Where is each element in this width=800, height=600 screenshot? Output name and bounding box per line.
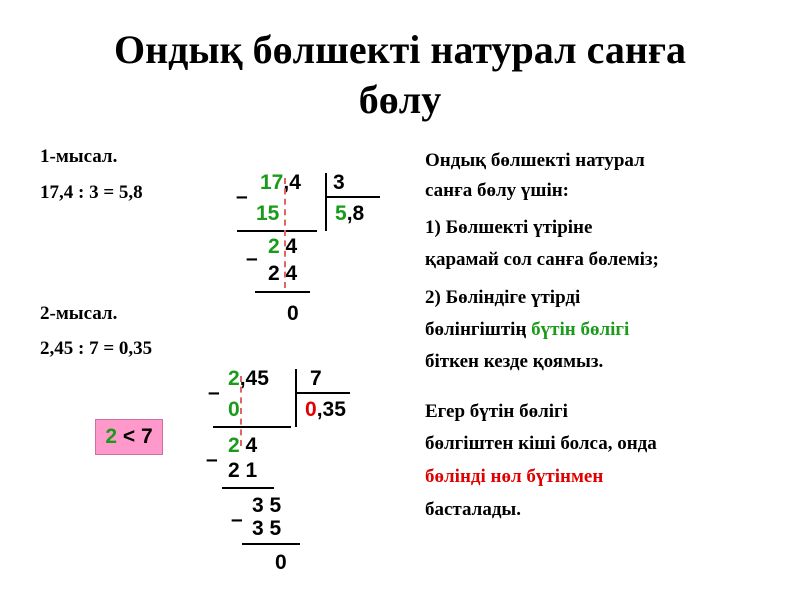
decimal-guide-dashed-line bbox=[240, 376, 242, 446]
page-title: Ондық бөлшекті натурал санға bbox=[113, 27, 687, 72]
quotient bbox=[305, 398, 346, 422]
subtrahend: 2 1 bbox=[228, 459, 258, 482]
remainder-brought-down: 4 bbox=[239, 434, 258, 457]
rule-intro-line1: Ондық бөлшекті натурал bbox=[425, 150, 645, 171]
comparison-right: 7 bbox=[140, 425, 153, 448]
note-line4: басталады. bbox=[425, 499, 522, 520]
dividend-integer: 2 bbox=[228, 367, 240, 390]
final-remainder: 0 bbox=[275, 551, 287, 574]
rule-intro-line2: санға бөлу үшін: bbox=[425, 180, 569, 201]
divisor-underline bbox=[295, 392, 350, 394]
subtrahend: 2 4 bbox=[268, 262, 298, 285]
rule-step1-line1: 1) Бөлшекті үтіріне bbox=[425, 217, 593, 238]
subtrahend: 0 bbox=[228, 398, 240, 421]
note-line2: бөлгіштен кіші болса, онда bbox=[425, 433, 657, 454]
minus-sign: – bbox=[236, 185, 248, 208]
remainder-carried: 2 bbox=[268, 235, 280, 258]
quotient-fraction: ,8 bbox=[346, 202, 365, 225]
remainder: 3 5 bbox=[252, 494, 282, 517]
divisor: 3 bbox=[333, 171, 345, 194]
comparison-operator: < bbox=[122, 425, 136, 448]
divider-vertical-line bbox=[325, 173, 327, 231]
subtraction-line bbox=[242, 543, 300, 545]
subtraction-line bbox=[213, 426, 291, 428]
quotient-fraction: ,35 bbox=[316, 398, 346, 421]
subtraction-line bbox=[222, 487, 274, 489]
comparison-box bbox=[95, 419, 163, 455]
divider-vertical-line bbox=[295, 369, 297, 427]
remainder-brought-down: 4 bbox=[279, 235, 298, 258]
dividend bbox=[260, 171, 301, 195]
subtraction-line bbox=[237, 230, 317, 232]
example2-equation: 2,45 : 7 = 0,35 bbox=[40, 338, 153, 359]
rule-step2-highlight: бүтін бөлігі bbox=[531, 319, 630, 340]
subtraction-line bbox=[255, 291, 310, 293]
rule-step2-text: бөлінгіштің bbox=[425, 319, 532, 340]
dividend-fraction: ,4 bbox=[283, 171, 301, 194]
remainder bbox=[228, 434, 257, 458]
rule-step2-line3: біткен кезде қоямыз. bbox=[425, 351, 604, 372]
divisor-underline bbox=[325, 196, 380, 198]
rule-step2-line1: 2) Бөліндіге үтірді bbox=[425, 287, 581, 308]
note-line1: Егер бүтін бөлігі bbox=[425, 401, 568, 422]
dividend bbox=[228, 367, 269, 391]
comparison-left: 2 bbox=[105, 425, 118, 448]
remainder-carried: 2 bbox=[228, 434, 240, 457]
note-line3-highlight: бөлінді нөл бүтінмен bbox=[425, 466, 604, 487]
minus-sign: – bbox=[246, 247, 258, 270]
subtrahend: 15 bbox=[256, 202, 280, 225]
subtrahend: 3 5 bbox=[252, 517, 282, 540]
example2-label: 2-мысал. bbox=[40, 303, 118, 324]
quotient bbox=[335, 202, 364, 226]
remainder bbox=[268, 235, 297, 259]
divisor: 7 bbox=[310, 367, 322, 390]
dividend-fraction: ,45 bbox=[239, 367, 269, 390]
rule-step1-line2: қарамай сол санға бөлеміз; bbox=[425, 249, 659, 270]
example1-label: 1-мысал. bbox=[40, 146, 118, 167]
page-title-line2: бөлу bbox=[358, 77, 442, 122]
dividend-integer: 17 bbox=[260, 171, 284, 194]
minus-sign: – bbox=[208, 381, 220, 404]
minus-sign: – bbox=[231, 508, 243, 531]
rule-step2-line2 bbox=[425, 319, 629, 341]
decimal-guide-dashed-line bbox=[284, 178, 286, 288]
final-remainder: 0 bbox=[287, 302, 299, 325]
quotient-integer: 5 bbox=[335, 202, 347, 225]
minus-sign: – bbox=[206, 448, 218, 471]
example1-equation: 17,4 : 3 = 5,8 bbox=[40, 182, 143, 203]
quotient-integer: 0 bbox=[305, 398, 317, 421]
